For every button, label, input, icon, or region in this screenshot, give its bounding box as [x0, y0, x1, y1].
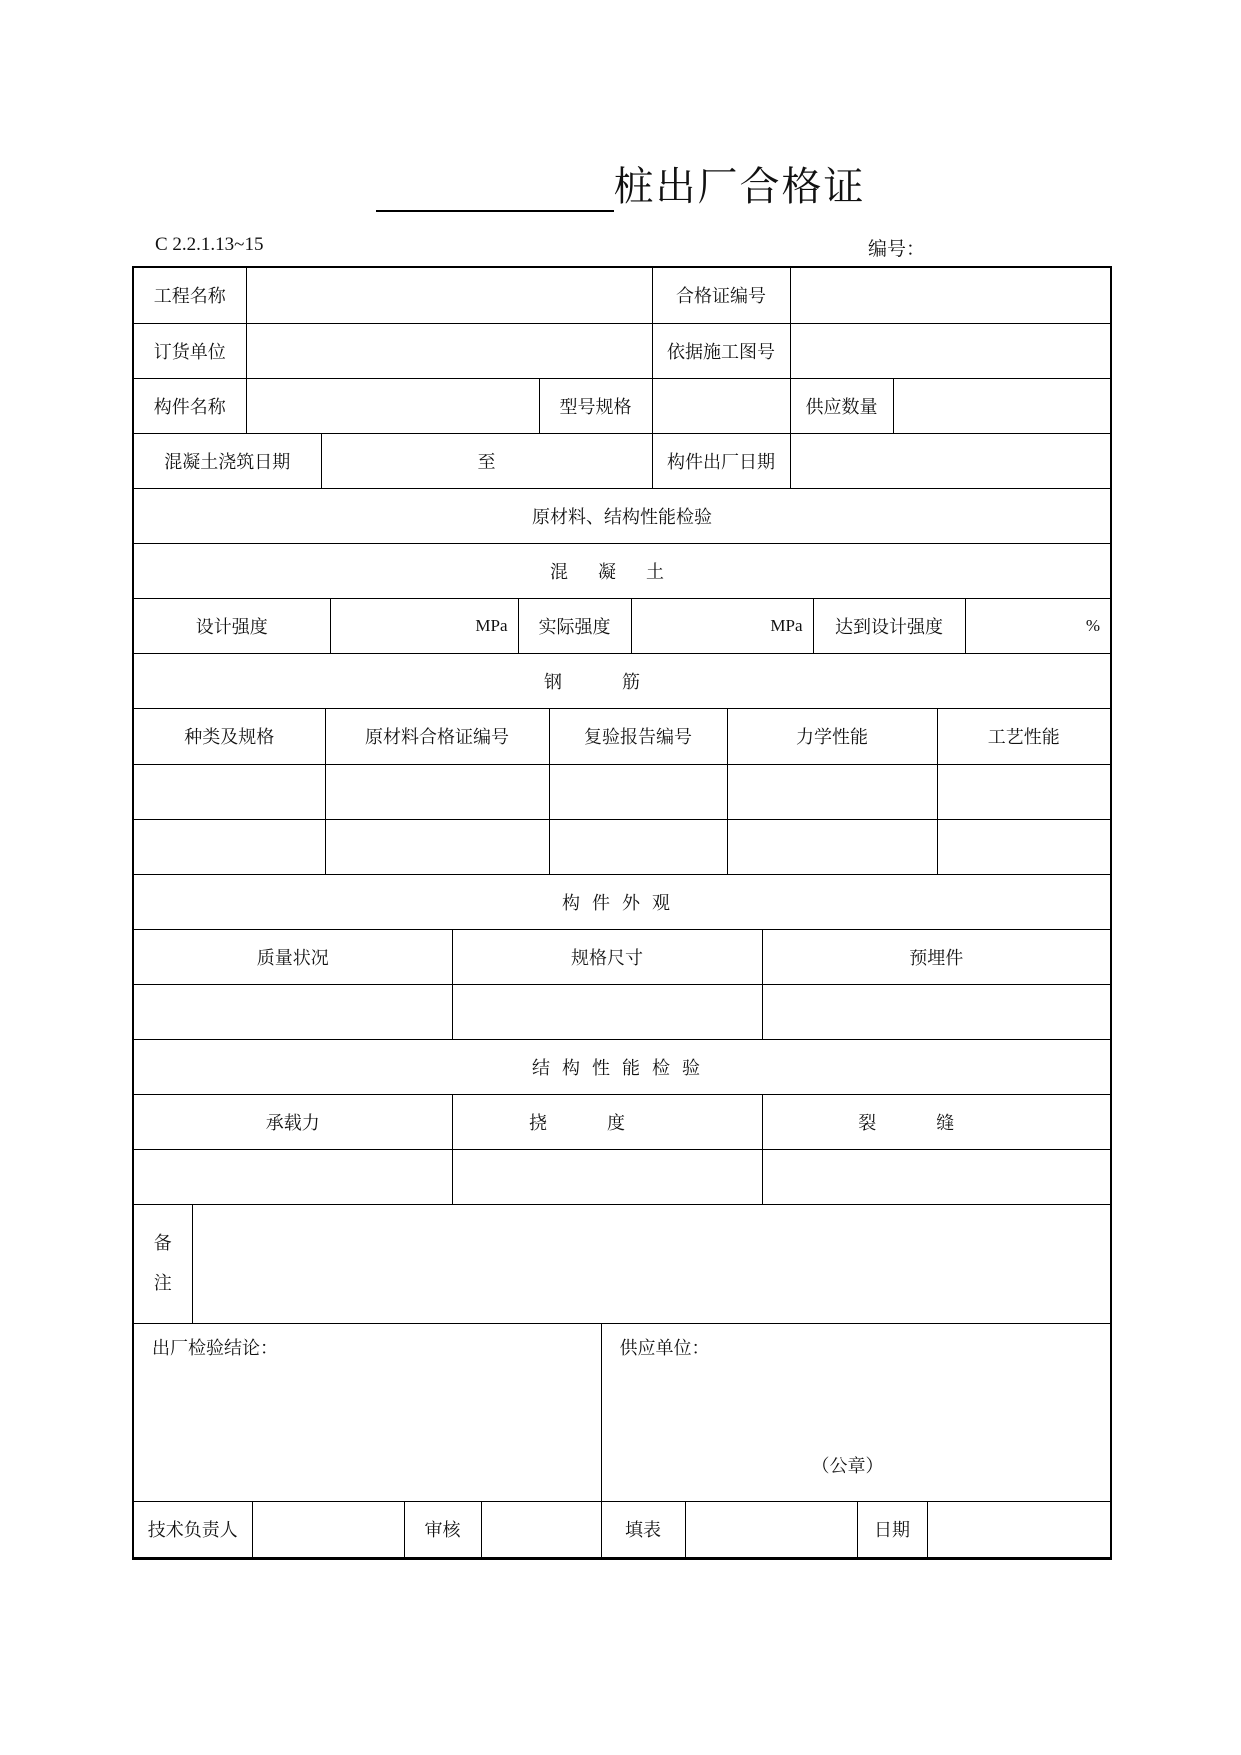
pour-date-label: 混凝土浇筑日期	[134, 433, 321, 488]
tech-lead-field[interactable]	[252, 1502, 404, 1557]
review-label: 审核	[404, 1502, 481, 1557]
appearance-col-quality: 质量状况	[134, 930, 452, 985]
doc-code: C 2.2.1.13~15	[155, 234, 264, 255]
pour-date-range[interactable]: 至	[321, 433, 652, 488]
structure-cell[interactable]	[762, 1150, 1110, 1205]
conclusion-field[interactable]	[134, 1324, 601, 1502]
appearance-row	[134, 985, 1110, 1040]
structure-header: 结构性能检验	[134, 1040, 1110, 1095]
date-field[interactable]	[927, 1502, 1110, 1557]
cert-no-label: 合格证编号	[652, 268, 790, 323]
rebar-table	[134, 709, 1110, 930]
seal-label: （公章）	[811, 1455, 884, 1477]
review-field[interactable]	[481, 1502, 601, 1557]
remarks-label-1: 备	[153, 1232, 172, 1254]
remarks-field[interactable]	[192, 1205, 1110, 1323]
conclusion-label: 出厂检验结论：	[152, 1337, 278, 1359]
title-blank-line[interactable]	[376, 160, 614, 212]
drawing-no-field[interactable]	[790, 323, 1110, 378]
appearance-col-embedded: 预埋件	[762, 930, 1110, 985]
rebar-col-mech: 力学性能	[727, 709, 937, 764]
structure-cell[interactable]	[452, 1150, 762, 1205]
reach-design-field[interactable]	[965, 599, 1110, 654]
member-name-label: 构件名称	[134, 378, 246, 433]
rebar-col-report: 复验报告编号	[549, 709, 727, 764]
rebar-row	[134, 764, 1110, 819]
fill-label: 填表	[601, 1502, 685, 1557]
order-unit-field[interactable]	[246, 323, 652, 378]
leave-date-label: 构件出厂日期	[652, 433, 790, 488]
drawing-no-label: 依据施工图号	[652, 323, 790, 378]
rebar-cell[interactable]	[325, 764, 549, 819]
design-strength-label: 设计强度	[134, 599, 330, 654]
rebar-cell[interactable]	[325, 819, 549, 874]
model-spec-label: 型号规格	[539, 378, 652, 433]
signature-table	[134, 1502, 1110, 1558]
supplier-label: 供应单位：	[619, 1337, 710, 1359]
structure-col-deflection: 挠度	[452, 1095, 762, 1150]
mpa-unit: MPa	[475, 615, 508, 635]
supplier-field[interactable]	[601, 1324, 1110, 1502]
appearance-cell[interactable]	[134, 985, 452, 1040]
rebar-cell[interactable]	[727, 764, 937, 819]
mpa-unit: MPa	[770, 615, 803, 635]
percent-unit: %	[1085, 615, 1100, 635]
actual-strength-label: 实际强度	[518, 599, 631, 654]
remarks-table	[134, 1205, 1110, 1324]
concrete-table	[134, 599, 1110, 710]
rebar-cell[interactable]	[134, 819, 325, 874]
rebar-cell[interactable]	[937, 819, 1110, 874]
member-name-field[interactable]	[246, 378, 539, 433]
structure-col-capacity: 承载力	[134, 1095, 452, 1150]
basic-info-table	[134, 268, 1110, 599]
appearance-cell[interactable]	[452, 985, 762, 1040]
rebar-col-process: 工艺性能	[937, 709, 1110, 764]
certificate-form	[132, 266, 1112, 1560]
rebar-cell[interactable]	[937, 764, 1110, 819]
leave-date-field[interactable]	[790, 433, 1110, 488]
reach-design-label: 达到设计强度	[813, 599, 965, 654]
structure-col-crack: 裂缝	[762, 1095, 1110, 1150]
rebar-cell[interactable]	[134, 764, 325, 819]
project-name-label: 工程名称	[134, 268, 246, 323]
appearance-cell[interactable]	[762, 985, 1110, 1040]
supply-qty-field[interactable]	[893, 378, 1110, 433]
serial-label: 编号：	[868, 238, 926, 260]
concrete-header: 混凝土	[134, 543, 1110, 598]
structure-cell[interactable]	[134, 1150, 452, 1205]
remarks-label-2: 注	[153, 1272, 172, 1294]
appearance-structure-table	[134, 930, 1110, 1206]
rebar-row	[134, 819, 1110, 874]
rebar-cell[interactable]	[549, 764, 727, 819]
model-spec-field[interactable]	[652, 378, 790, 433]
supply-qty-label: 供应数量	[790, 378, 893, 433]
appearance-col-size: 规格尺寸	[452, 930, 762, 985]
order-unit-label: 订货单位	[134, 323, 246, 378]
tech-lead-label: 技术负责人	[134, 1502, 252, 1557]
project-name-field[interactable]	[246, 268, 652, 323]
rebar-header: 钢筋	[134, 654, 1110, 709]
cert-no-field[interactable]	[790, 268, 1110, 323]
conclusion-table	[134, 1324, 1110, 1503]
page-title: 桩出厂合格证	[613, 164, 866, 210]
inspection-header: 原材料、结构性能检验	[134, 488, 1110, 543]
rebar-cell[interactable]	[549, 819, 727, 874]
rebar-col-type: 种类及规格	[134, 709, 325, 764]
remarks-label	[134, 1205, 192, 1323]
actual-strength-field[interactable]	[631, 599, 813, 654]
date-label: 日期	[857, 1502, 927, 1557]
fill-field[interactable]	[685, 1502, 857, 1557]
title-area	[0, 160, 1241, 212]
structure-row	[134, 1150, 1110, 1205]
rebar-col-cert: 原材料合格证编号	[325, 709, 549, 764]
appearance-header: 构件外观	[134, 874, 1110, 929]
design-strength-field[interactable]	[330, 599, 518, 654]
rebar-cell[interactable]	[727, 819, 937, 874]
